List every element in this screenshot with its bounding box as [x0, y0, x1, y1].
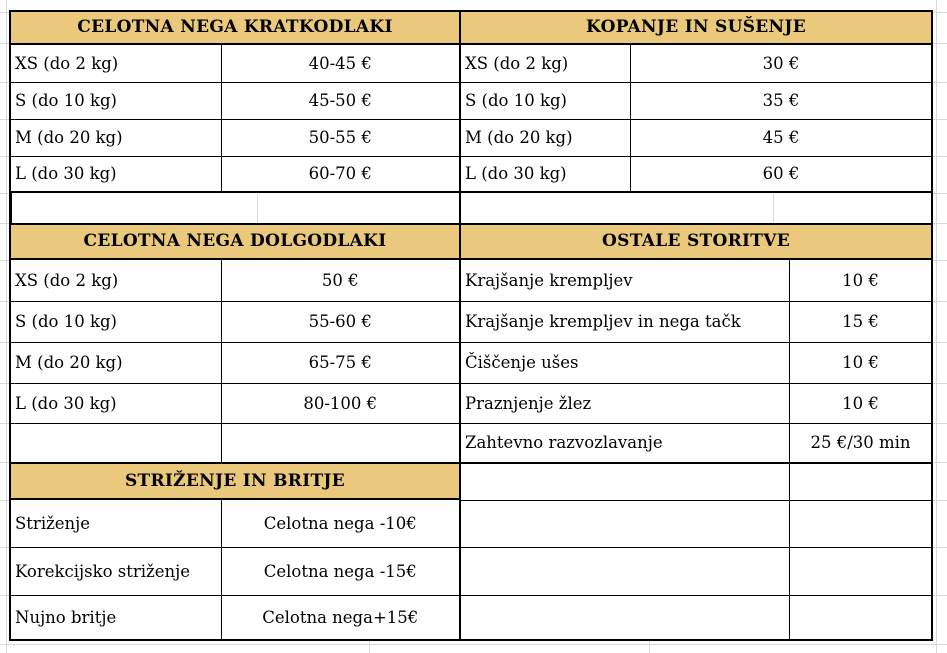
- table-title[interactable]: STRIŽENJE IN BRITJE: [11, 464, 459, 500]
- service-cell[interactable]: Krajšanje krempljev: [461, 260, 790, 301]
- size-cell[interactable]: S (do 10 kg): [11, 301, 222, 342]
- price-cell[interactable]: 50 €: [321, 270, 359, 290]
- price-cell[interactable]: 45-50 €: [222, 82, 460, 119]
- size-cell[interactable]: L (do 30 kg): [461, 156, 631, 192]
- size-cell[interactable]: XS (do 2 kg): [461, 45, 631, 82]
- empty-cell[interactable]: [790, 595, 931, 640]
- empty-cell[interactable]: [461, 595, 790, 640]
- empty-cell[interactable]: [790, 500, 931, 547]
- size-cell[interactable]: M (do 20 kg): [11, 119, 222, 156]
- gridline: [936, 0, 937, 653]
- gridline: [6, 0, 7, 653]
- size-cell[interactable]: M (do 20 kg): [11, 342, 222, 383]
- price-cell[interactable]: 10 €: [790, 383, 931, 423]
- service-cell[interactable]: Zahtevno razvozlavanje: [461, 423, 790, 463]
- empty-spreadsheet-row[interactable]: [9, 193, 933, 223]
- empty-cell[interactable]: [461, 547, 790, 595]
- table-title[interactable]: KOPANJE IN SUŠENJE: [461, 12, 931, 45]
- price-cell[interactable]: 80-100 €: [222, 383, 460, 423]
- size-cell[interactable]: XS (do 2 kg): [11, 45, 222, 82]
- empty-cell[interactable]: [222, 423, 460, 463]
- size-cell[interactable]: L (do 30 kg): [11, 156, 222, 192]
- price-cell[interactable]: 45 €: [631, 119, 931, 156]
- gap-middle-border: [459, 193, 462, 223]
- service-cell[interactable]: Striženje: [11, 500, 222, 547]
- price-cell[interactable]: Celotna nega -15€: [222, 547, 460, 595]
- table-title[interactable]: CELOTNA NEGA KRATKODLAKI: [11, 12, 459, 45]
- price-cell[interactable]: 50-55 €: [222, 119, 460, 156]
- table-strizenje-in-britje: [9, 462, 461, 641]
- table-celotna-nega-dolgodlaki: [9, 223, 461, 462]
- empty-cell[interactable]: [461, 464, 790, 500]
- empty-cell[interactable]: [11, 423, 222, 463]
- service-cell[interactable]: Nujno britje: [11, 595, 222, 640]
- table-kopanje-in-susenje: [461, 10, 933, 193]
- table-title[interactable]: CELOTNA NEGA DOLGODLAKI: [11, 225, 459, 260]
- price-cell[interactable]: 30 €: [762, 53, 800, 73]
- price-cell[interactable]: 40-45 €: [308, 53, 372, 73]
- gridline: [773, 194, 774, 223]
- service-cell[interactable]: Korekcijsko striženje: [11, 547, 222, 595]
- price-cell[interactable]: 15 €: [790, 301, 931, 342]
- gridline: [0, 644, 947, 645]
- size-cell[interactable]: S (do 10 kg): [461, 82, 631, 119]
- table-ostale-storitve: [461, 223, 933, 462]
- price-cell[interactable]: 35 €: [631, 82, 931, 119]
- gridline: [369, 641, 370, 653]
- empty-cell[interactable]: [790, 547, 931, 595]
- size-cell[interactable]: L (do 30 kg): [11, 383, 222, 423]
- price-cell[interactable]: 10 €: [842, 270, 879, 290]
- price-cell[interactable]: Celotna nega+15€: [222, 595, 460, 640]
- price-cell[interactable]: Celotna nega -10€: [263, 513, 417, 533]
- empty-cell[interactable]: [461, 500, 790, 547]
- price-cell[interactable]: 10 €: [790, 342, 931, 383]
- price-cell[interactable]: 60 €: [631, 156, 931, 192]
- price-cell[interactable]: 65-75 €: [222, 342, 460, 383]
- size-cell[interactable]: M (do 20 kg): [461, 119, 631, 156]
- empty-cell[interactable]: [790, 464, 931, 500]
- service-cell[interactable]: Krajšanje krempljev in nega tačk: [461, 301, 790, 342]
- gridline: [649, 641, 650, 653]
- gap-left-border: [9, 193, 12, 223]
- table-celotna-nega-kratkodlaki: [9, 10, 461, 193]
- service-cell[interactable]: Praznjenje žlez: [461, 383, 790, 423]
- table-empty-rows: [461, 462, 933, 641]
- price-cell[interactable]: 55-60 €: [222, 301, 460, 342]
- service-cell[interactable]: Čiščenje ušes: [461, 342, 790, 383]
- gridline: [257, 194, 258, 223]
- price-cell[interactable]: 60-70 €: [222, 156, 460, 192]
- price-cell[interactable]: 25 €/30 min: [790, 423, 931, 463]
- size-cell[interactable]: S (do 10 kg): [11, 82, 222, 119]
- gap-right-border: [931, 193, 934, 223]
- table-title[interactable]: OSTALE STORITVE: [461, 225, 931, 260]
- size-cell[interactable]: XS (do 2 kg): [11, 260, 222, 301]
